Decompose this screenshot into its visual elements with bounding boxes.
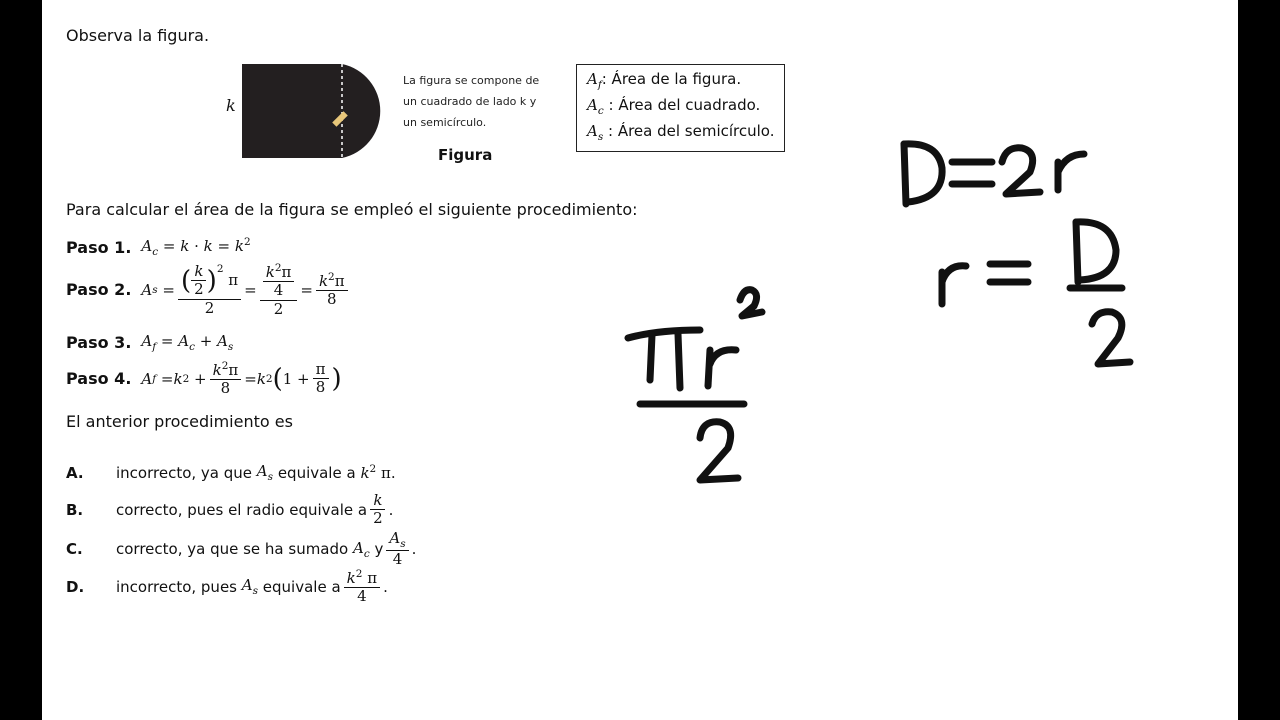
document-page (42, 0, 1238, 720)
figure-description (403, 70, 539, 133)
option-a[interactable]: A. incorrecto, ya que $A_s$ equivale a $k^2$ π. (66, 462, 396, 483)
heading: Observa la figura. (66, 26, 210, 45)
side-label-k: k (226, 96, 236, 115)
figure-shape (240, 62, 395, 160)
figure-description-line-3: un semicírculo. (403, 116, 487, 129)
intro-text: Para calcular el área de la figura se empleó el siguiente procedimiento: (66, 200, 638, 219)
legend-box (576, 64, 785, 152)
figure-description-line-1: La figura se compone de (403, 74, 540, 87)
step-2: Paso 2. A s = ( $\frac{k}{2}$ ) $^2$ π 2 = $\frac{\frac{k^2\pi}{4}}{2}$ = $\frac{k^2\pi}{8}$ (66, 262, 351, 318)
legend-item-ac: $A_c$ : Área del cuadrado. (587, 96, 761, 117)
option-b[interactable]: B. correcto, pues el radio equivale a $\frac{k}{2}$ . (66, 491, 394, 528)
figure-caption: Figura (438, 146, 493, 164)
option-d[interactable]: D. incorrecto, pues $A_s$ equivale a $\frac{k^2 \pi}{4}$ . (66, 568, 388, 606)
handwriting-pi-r2-over-2 (612, 280, 772, 495)
option-c[interactable]: C. correcto, ya que se ha sumado $A_c$ y $\frac{A_s}{4}$ . (66, 529, 417, 569)
figure-description-line-2: un cuadrado de lado k y (403, 95, 537, 108)
handwriting-d-eq-2r (894, 132, 1144, 382)
legend-item-as: $A_s$ : Área del semicírculo. (587, 122, 775, 143)
step-3: Paso 3. $A_f = A_c + A_s$ (66, 332, 234, 353)
step-4: Paso 4. A f = k 2 + $\frac{k^2\pi}{8}$ = k 2 ( 1 + $\frac{\pi}{8}$ ) (66, 360, 342, 398)
step-1: Paso 1. $A_c = k \cdot k = k^2$ (66, 236, 251, 258)
legend-item-af: $A_f$: Área de la figura. (587, 70, 742, 91)
question-text: El anterior procedimiento es (66, 412, 293, 431)
